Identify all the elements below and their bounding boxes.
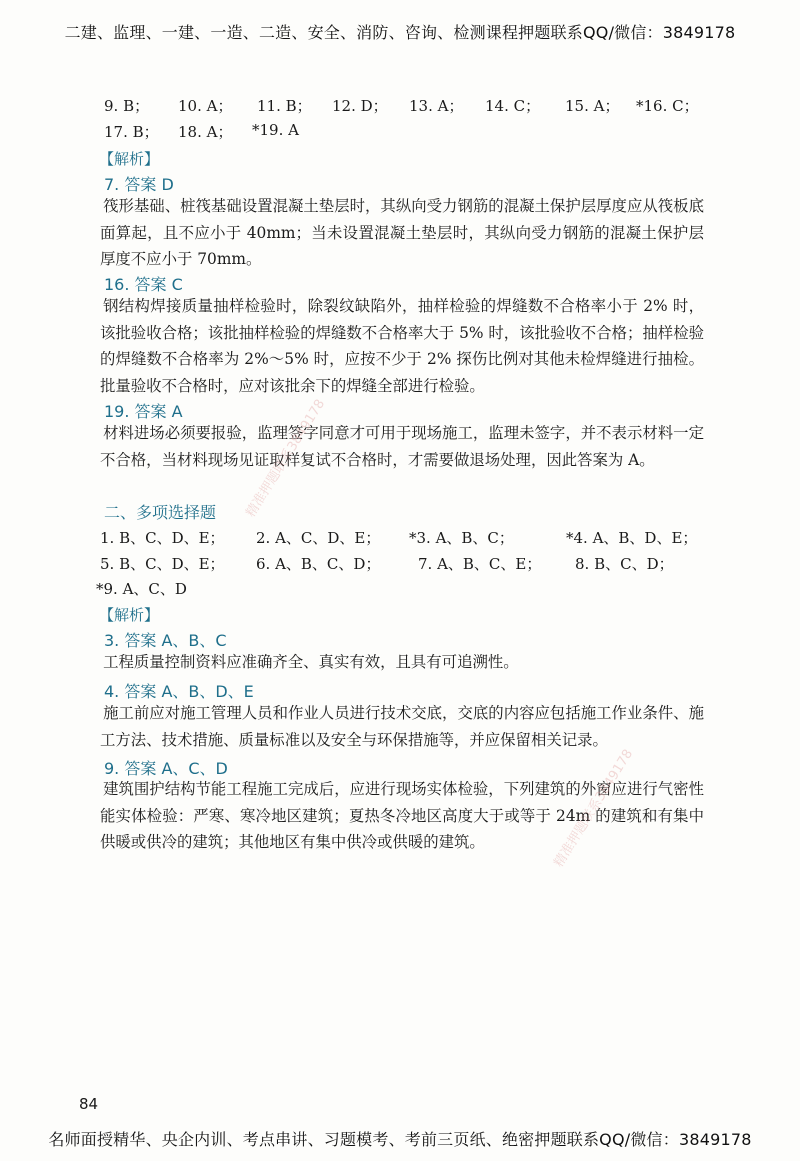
explanation-paragraph: 工程质量控制资料应准确齐全、真实有效，且具有可追溯性。	[103, 653, 519, 671]
answer-item: 10. A；	[178, 97, 233, 115]
answer-heading: 16. 答案 C	[104, 275, 183, 294]
answer-item: 1. B、C、D、E；	[100, 529, 225, 547]
answer-item: 8. B、C、D；	[575, 555, 674, 573]
explanation-paragraph: 钢结构焊接质量抽样检验时，除裂纹缺陷外，抽样检验的焊缝数不合格率小于 2% 时，该批验收合格；该批抽样检验的焊缝数不合格率大于 5% 时，该批验收不合格；抽样检验的焊缝数不合格率为 2%～5% 时，应按不少于 2% 探伤比例对其他未检焊缝进行抽检。批量验收不合格时，应对该批余下的焊缝全部进行检验。	[100, 297, 704, 395]
answer-item: 7. A、B、C、E；	[418, 555, 542, 573]
answer-item: 14. C；	[485, 97, 541, 115]
analysis-label: 【解析】	[99, 150, 160, 168]
answer-item: 17. B；	[104, 123, 159, 141]
answer-item: 9. B；	[104, 97, 150, 115]
answer-item: *3. A、B、C；	[409, 529, 514, 547]
explanation-paragraph: 材料进场必须要报验，监理签字同意才可用于现场施工，监理未签字，并不表示材料一定不合格，当材料现场见证取样复试不合格时，才需要做退场处理，因此答案为 A。	[100, 424, 704, 469]
watermark-text: 精准押题联系3849178	[243, 396, 329, 521]
answer-item: 12. D；	[332, 97, 388, 115]
answer-heading: 3. 答案 A、B、C	[104, 631, 227, 650]
footer-banner: 名师面授精华、央企内训、考点串讲、习题模考、考前三页纸、绝密押题联系QQ/微信：3849178	[48, 1130, 752, 1149]
answer-item: 18. A；	[178, 123, 233, 141]
section-title: 二、多项选择题	[104, 503, 217, 522]
answer-item: *9. A、C、D	[96, 580, 187, 598]
answer-heading: 7. 答案 D	[104, 175, 174, 194]
explanation-paragraph: 建筑围护结构节能工程施工完成后，应进行现场实体检验，下列建筑的外窗应进行气密性能实体检验：严寒、寒冷地区建筑；夏热冬冷地区高度大于或等于 24m 的建筑和有集中供暖或供冷的建筑；其他地区有集中供冷或供暖的建筑。	[100, 780, 704, 851]
answer-item: 5. B、C、D、E；	[100, 555, 225, 573]
answer-item: *4. A、B、D、E；	[566, 529, 698, 547]
explanation-paragraph: 筏形基础、桩筏基础设置混凝土垫层时，其纵向受力钢筋的混凝土保护层厚度应从筏板底面算起，且不应小于 40mm；当未设置混凝土垫层时，其纵向受力钢筋的混凝土保护层厚度不应小于 70mm。	[100, 197, 704, 268]
answer-heading: 9. 答案 A、C、D	[104, 759, 228, 778]
analysis-label: 【解析】	[99, 606, 160, 624]
answer-item: *19. A	[252, 121, 299, 139]
answer-item: 2. A、C、D、E；	[256, 529, 381, 547]
header-banner: 二建、监理、一建、一造、二造、安全、消防、咨询、检测课程押题联系QQ/微信：3849178	[64, 23, 736, 42]
answer-item: 6. A、B、C、D；	[256, 555, 381, 573]
answer-heading: 4. 答案 A、B、D、E	[104, 682, 254, 701]
answer-item: 13. A；	[409, 97, 464, 115]
answer-heading: 19. 答案 A	[104, 402, 183, 421]
answer-item: 11. B；	[257, 97, 312, 115]
explanation-paragraph: 施工前应对施工管理人员和作业人员进行技术交底，交底的内容应包括施工作业条件、施工方法、技术措施、质量标准以及安全与环保措施等，并应保留相关记录。	[100, 704, 704, 749]
watermark-text: 精准押题联系3849178	[551, 746, 637, 871]
answer-item: 15. A；	[565, 97, 620, 115]
page-number: 84	[79, 1095, 99, 1113]
answer-item: *16. C；	[636, 97, 699, 115]
